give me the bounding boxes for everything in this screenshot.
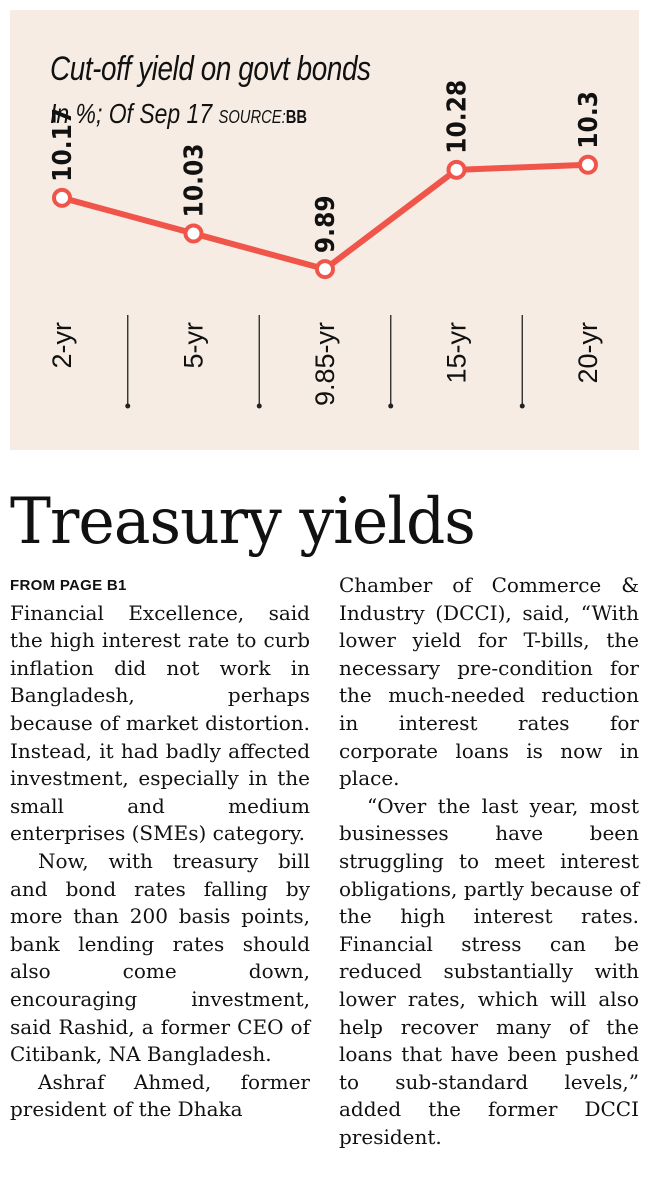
x-tick-label: 5-yr [178, 322, 209, 369]
paragraph: Now, with treasury bill and bond rates falling by more than 200 basis points, bank lending rates should also come down, encouraging investment, said Rashid, a former CEO of Citibank, NA Bangladesh. [10, 848, 310, 1067]
axis-separator-dot [125, 404, 130, 409]
article-headline: Treasury yields [10, 485, 475, 559]
data-point [186, 225, 202, 241]
x-tick-label: 20-yr [573, 322, 603, 384]
data-label: 10.3 [574, 91, 604, 149]
data-point [54, 190, 70, 206]
paragraph: “Over the last year, most businesses have been struggling to meet interest obligations, partly because of the high interest rates. Financial stress can be reduced substantially with lower rates, which will also help recover many of the loans that have been pushed to sub-standard levels,” added the former DCCI president. [339, 793, 639, 1149]
article-column-right [339, 572, 639, 1151]
axis-separator-dot [257, 404, 262, 409]
paragraph: Ashraf Ahmed, former president of the Dhaka [10, 1069, 310, 1122]
x-tick-label: 15-yr [441, 322, 472, 384]
data-label: 10.28 [442, 79, 473, 154]
data-label: 10.17 [48, 107, 78, 182]
from-page-label: FROM PAGE B1 [10, 577, 127, 594]
data-point [449, 162, 465, 178]
chart-source-label: SOURCE: [218, 107, 286, 127]
data-point [317, 261, 333, 277]
chart-source-value: BB [285, 107, 308, 127]
chart-subtitle-text: In %; Of Sep 17 [50, 98, 213, 129]
x-tick-label: 9.85-yr [310, 322, 340, 407]
axis-separator-dot [520, 404, 525, 409]
data-label: 10.03 [179, 143, 210, 218]
axis-separator-dot [388, 404, 393, 409]
paragraph: Chamber of Commerce & Industry (DCCI), said, “With lower yield for T-bills, the necessary pre-condition for the much-needed reduction in interest rates for corporate loans is now in place. [339, 573, 639, 791]
chart-panel [10, 10, 639, 450]
chart-title: Cut-off yield on govt bonds [50, 50, 371, 88]
x-tick-label: 2-yr [47, 322, 77, 369]
data-point [580, 157, 596, 173]
article-column-left [10, 572, 310, 1124]
line-chart [10, 10, 639, 450]
x-tick-labels [47, 322, 603, 406]
data-label: 9.89 [311, 195, 341, 254]
paragraph: Financial Excellence, said the high interest rate to curb inflation did not work in Bangladesh, perhaps because of market distortion. Instead, it had badly affected investment, especially in the small and medium enterprises (SMEs) category. [10, 600, 310, 846]
